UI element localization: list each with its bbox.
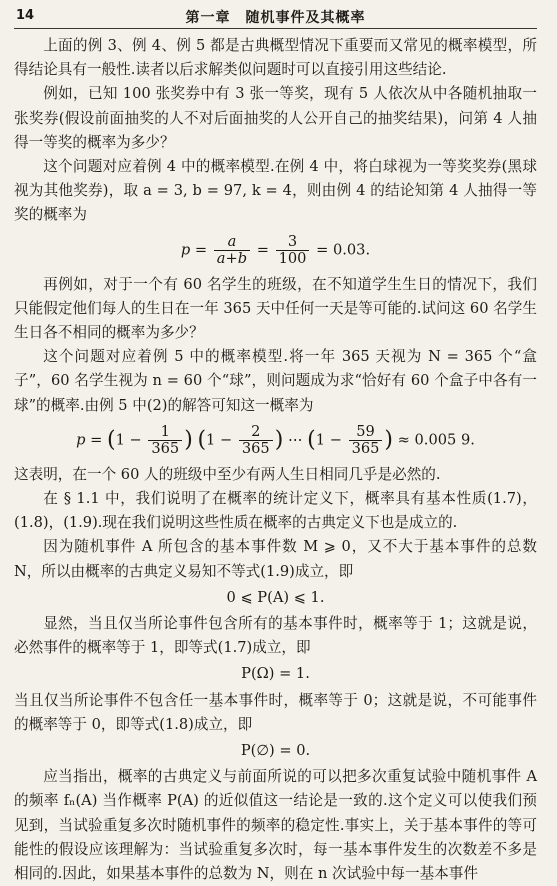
paragraph-6: 这表明，在一个 60 人的班级中至少有两人生日相同几乎是必然的. [14,465,441,483]
eq2-one-1: 1 − [115,431,142,449]
eq2-f1-num: 1 [148,424,182,441]
eq2-fraction-3 [349,424,383,457]
page-body [14,34,537,886]
eq2-lhs: p = [76,431,103,449]
eq2-one-2: 1 − [206,431,233,449]
eq2-fraction-1 [148,424,182,457]
eq1-fraction-b [276,234,310,267]
page-header [14,4,537,29]
equation-5: P(∅) = 0. [240,742,311,760]
eq1-frac2-num: 3 [276,234,310,251]
eq2-f3-den: 365 [351,439,380,457]
paragraph-5: 这个问题对应着例 5 中的概率模型.将一年 365 天视为 N = 365 个“盒子”，60 名学生视为 n = 60 个“球”，则问题成为求“恰好有 60 个盒子中各有一球”的概率.由例 5 中(2)的解答可知这一概率为 [14,348,537,414]
paren-close-3: ) [384,427,394,453]
eq1-frac2-den: 100 [278,249,307,267]
paren-open-2: ( [197,427,207,453]
equation-2 [14,420,537,461]
eq2-one-3: 1 − [315,431,342,449]
eq1-fraction-a [214,234,250,267]
paragraph-3: 这个问题对应着例 4 中的概率模型.在例 4 中，将白球视为一等奖奖券(黑球视为其他奖券)，取 a = 3, b = 97, k = 4，则由例 4 的结论知第 4 人抽得一等奖的概率为 [14,158,537,224]
paragraph-1: 上面的例 3、例 4、例 5 都是古典概型情况下重要而又常见的概率模型，所得结论具有一般性.读者以后求解类似问题时可以直接引用这些结论. [14,37,537,79]
eq1-lhs: p = [180,241,208,259]
eq2-f2-den: 365 [241,439,270,457]
paren-close-2: ) [274,427,284,453]
eq1-frac1-num: a [214,234,250,251]
eq2-fraction-2 [239,424,273,457]
paragraph-9: 显然，当且仅当所论事件包含所有的基本事件时，概率等于 1；这就是说，必然事件的概率等于 1，即等式(1.7)成立，即 [14,615,537,657]
eq2-f2-num: 2 [239,424,273,441]
paragraph-10: 当且仅当所论事件不包含任一基本事件时，概率等于 0；这就是说，不可能事件的概率等于 0，即等式(1.8)成立，即 [14,691,537,733]
eq2-f3-num: 59 [349,424,383,441]
equation-1 [14,230,537,271]
eq1-mid: = [256,241,269,259]
eq1-frac1-den: a+b [216,249,248,267]
paren-open-1: ( [106,427,116,453]
paragraph-2: 例如，已知 100 张奖券中有 3 张一等奖，现有 5 人依次从中各随机抽取一张奖券(假设前面抽奖的人不对后面抽奖的人公开自己的抽奖结果)，问第 4 人抽得一等奖的概率为多少？ [14,85,537,151]
page-number: 14 [16,8,35,23]
paragraph-4: 再例如，对于一个有 60 名学生的班级，在不知道学生生日的情况下，我们只能假定他们每人的生日在一年 365 天中任何一天是等可能的.试问这 60 名学生生日各不相同的概率为多少？ [14,275,537,342]
eq1-rhs: = 0.03. [316,241,371,259]
eq2-f1-den: 365 [151,439,180,457]
paragraph-8: 因为随机事件 A 所包含的基本事件数 M ⩾ 0，又不大于基本事件的总数 N，所以由概率的古典定义易知不等式(1.9)成立，即 [14,538,537,580]
paren-close-1: ) [184,427,193,453]
equation-3: 0 ⩽ P(A) ⩽ 1. [226,588,325,606]
paragraph-11: 应当指出，概率的古典定义与前面所说的可以把多次重复试验中随机事件 A 的频率 fₙ(A) 当作概率 P(A) 的近似值这一结论是一致的.这个定义可以使我们预见到，当试验重复多次时随机事件的频率的稳定性.事实上，关于基本事件的等可能性的假设应该理解为：当试验重复多次时，每一基本事件发生的次数差不多是相同的.因此，如果基本事件的总数为 N，则在 n 次试验中每一基本事件 [14,768,537,883]
chapter-title: 第一章 随机事件及其概率 [185,10,366,26]
paren-open-3: ( [307,427,316,453]
eq2-rhs: ≈ 0.005 9. [397,431,475,449]
eq2-dots: ⋯ [287,431,303,449]
paragraph-7: 在 § 1.1 中，我们说明了在概率的统计定义下，概率具有基本性质(1.7)，(1.8)，(1.9).现在我们说明这些性质在概率的古典定义下也是成立的. [14,490,537,532]
equation-4: P(Ω) = 1. [241,665,310,683]
